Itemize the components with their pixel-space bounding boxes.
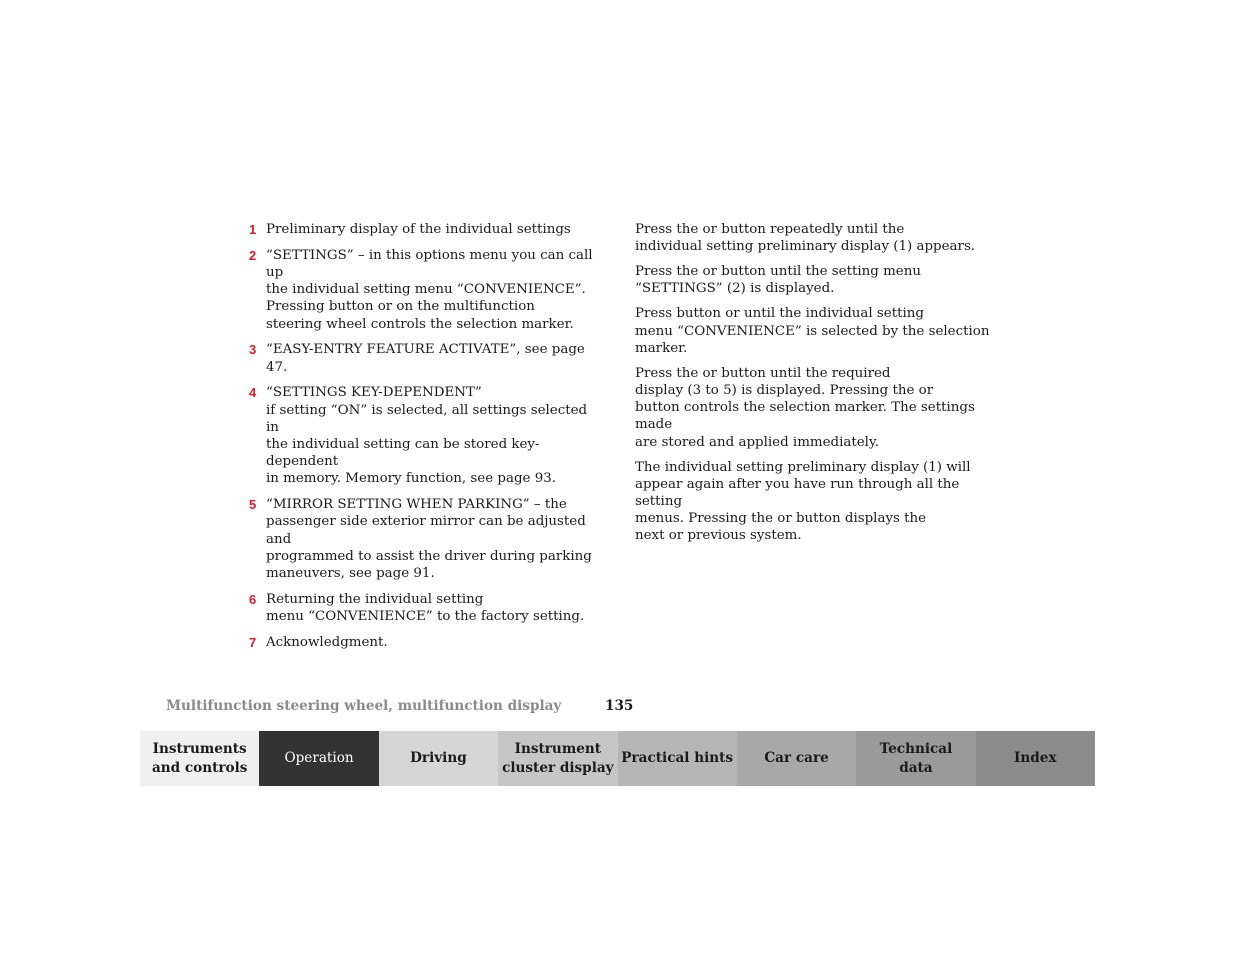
instruction-paragraph: Press the or button until the required display (3 to 5) is displayed. Pressing the or button controls the selection marker. The settings made are stored and applied immediately. xyxy=(635,365,975,450)
chapter-tabs xyxy=(140,731,1095,786)
legend-item xyxy=(247,341,599,375)
tab-practical-hints[interactable]: Practical hints xyxy=(618,731,737,786)
legend-item xyxy=(247,221,599,238)
legend-number: 5 xyxy=(249,497,257,513)
legend-item xyxy=(247,247,599,333)
page-number: 135 xyxy=(605,698,634,714)
tab-instruments-and-controls[interactable]: Instruments and controls xyxy=(140,731,259,786)
legend-text: Acknowledgment. xyxy=(266,634,388,650)
instruction-paragraph: Press button or until the individual setting menu “CONVENIENCE” is selected by the selection marker. xyxy=(635,306,990,356)
legend-text: “SETTINGS KEY-DEPENDENT” if setting “ON” is selected, all settings selected in the individual setting can be stored key-dependent in memory. Memory function, see page 93. xyxy=(266,385,588,487)
legend-text: “EASY-ENTRY FEATURE ACTIVATE”, see page 47. xyxy=(266,342,585,375)
tab-technical-data[interactable]: Technical data xyxy=(856,731,975,786)
section-title: Multifunction steering wheel, multifunction display xyxy=(166,698,562,714)
tab-index[interactable]: Index xyxy=(976,731,1095,786)
tab-operation[interactable]: Operation xyxy=(259,731,378,786)
tab-car-care[interactable]: Car care xyxy=(737,731,856,786)
legend-number: 4 xyxy=(249,385,257,401)
legend-text: Preliminary display of the individual settings xyxy=(266,222,571,237)
legend-number: 2 xyxy=(249,247,257,263)
legend-item xyxy=(247,496,599,582)
instruction-paragraph: Press the or button repeatedly until the individual setting preliminary display (1) appears. xyxy=(635,222,976,255)
legend-text: Returning the individual setting menu “CONVENIENCE” to the factory setting. xyxy=(266,591,585,625)
tab-driving[interactable]: Driving xyxy=(379,731,498,786)
legend-item xyxy=(247,591,599,625)
legend-text: “MIRROR SETTING WHEN PARKING” – the passenger side exterior mirror can be adjusted and programmed to assist the driver during parking maneuvers, see page 91. xyxy=(266,497,592,582)
legend-item xyxy=(247,634,599,651)
instruction-paragraph: Press the or button until the setting menu “SETTINGS” (2) is displayed. xyxy=(635,264,921,297)
legend-number: 6 xyxy=(249,591,257,607)
legend-number: 3 xyxy=(249,342,257,358)
instruction-paragraph: The individual setting preliminary display (1) will appear again after you have run through all the setting menus. Pressing the or button displays the next or previous system. xyxy=(635,459,971,544)
tab-instrument-cluster-display[interactable]: Instrument cluster display xyxy=(498,731,617,786)
numbered-legend xyxy=(247,221,599,660)
legend-item xyxy=(247,384,599,487)
legend-text: “SETTINGS” – in this options menu you can call up the individual setting menu “CONVENIENCE”. Pressing button or on the multifunction steering wheel controls the selection marker. xyxy=(266,247,593,332)
legend-number: 7 xyxy=(249,634,257,650)
instructions xyxy=(635,221,997,552)
legend-number: 1 xyxy=(249,222,257,237)
